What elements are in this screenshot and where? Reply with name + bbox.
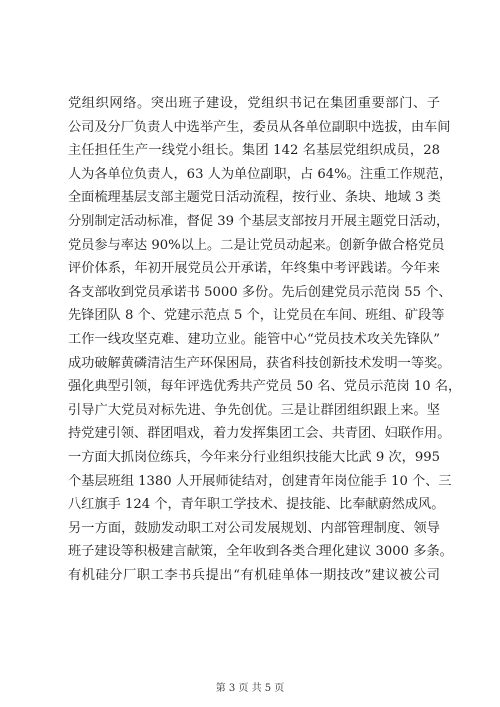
text-line: 先锋团队 8 个、党建示范点 5 个，让党员在车间、班组、矿段等 [68,308,445,324]
text-line: 各支部收到党员承诺书 5000 多份。先后创建党员示范岗 55 个、 [68,284,452,300]
text-line: 主任担任生产一线党小组长。集团 142 名基层党组织成员，28 [68,143,440,159]
text-line: 工作一线攻坚克难、建功立业。能管中心“党员技术攻关先锋队” [68,331,440,347]
text-line: 一方面大抓岗位练兵，今年来分行业组织技能大比武 9 次，995 [68,449,440,465]
text-line: 分别制定活动标准，督促 39 个基层支部按月开展主题党日活动， [68,213,450,229]
text-line: 强化典型引领，每年评选优秀共产党员 50 名、党员示范岗 10 名， [68,379,462,395]
text-line: 有机硅分厂职工李书兵提出“有机硅单体一期技改”建议被公司 [68,567,440,583]
text-line: 人为各单位负责人，63 人为单位副职，占 64%。注重工作规范， [68,166,453,182]
text-line: 个基层班组 1380 人开展师徒结对，创建青年岗位能手 10 个、三 [68,473,452,489]
text-line: 班子建设等积极建言献策，全年收到各类合理化建议 3000 多条。 [68,544,453,560]
text-line: 评价体系，年初开展党员公开承诺，年终集中考评践诺。今年来 [68,261,440,277]
text-line: 八红旗手 124 个，青年职工学技术、提技能、比奉献蔚然成风。 [68,497,445,513]
text-line: 党员参与率达 90%以上。二是让党员动起来。创新争做合格党员 [68,237,445,253]
text-line: 引导广大党员对标先进、争先创优。三是让群团组织跟上来。坚 [68,402,440,418]
text-line: 党组织网络。突出班子建设，党组织书记在集团重要部门、子 [68,96,440,111]
page-footer: 第 3 页 共 5 页 [215,683,285,694]
text-line: 全面梳理基层支部主题党日活动流程，按行业、条块、地域 3 类 [68,190,441,206]
text-line: 公司及分厂负责人中选举产生，委员从各单位副职中选拔，由车间 [68,119,451,135]
body-text [68,92,462,587]
text-line: 另一方面，鼓励发动职工对公司发展规划、内部管理制度、领导 [68,520,440,536]
text-line: 成功破解黄磷清洁生产环保困局，获省科技创新技术发明一等奖。 [68,355,451,371]
text-line: 持党建引领、群团唱戏，着力发挥集团工会、共青团、妇联作用。 [68,426,451,442]
